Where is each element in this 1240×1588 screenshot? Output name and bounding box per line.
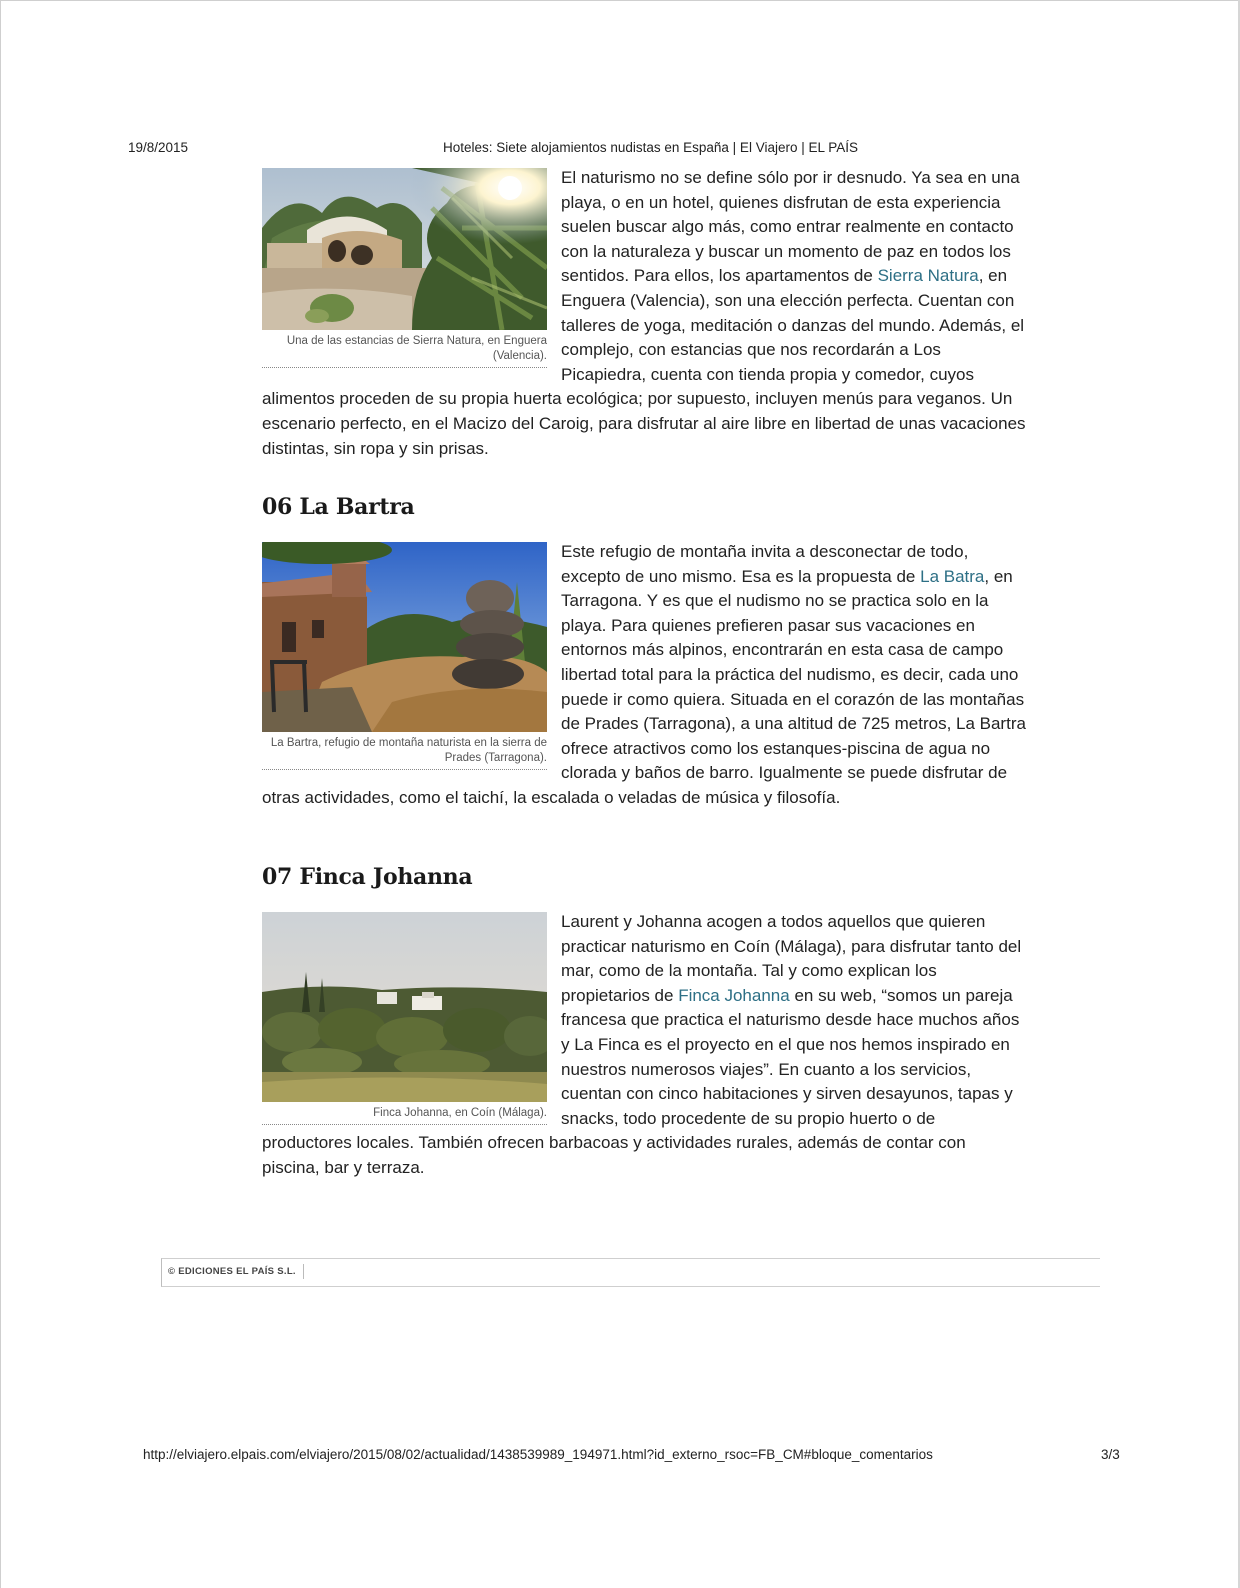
print-page-number: 3/3 [1101,1447,1120,1462]
figure-la-bartra [262,542,547,770]
paragraph-text: Este refugio de montaña invita a desconectar de todo, excepto de uno mismo. Esa es la propuesta de [561,542,969,586]
page-edge-top [0,0,1240,1]
page-edge-left [0,0,1,1588]
figure-finca-johanna [262,912,547,1125]
paragraph-text: Laurent y Johanna acogen a todos aquellos que quieren practicar naturismo en Coín (Málaga), para disfrutar tanto del mar, como de la montaña. Tal y como explican los propietarios de [561,912,1022,1005]
photo-finca-johanna [262,912,547,1102]
link-la-batra[interactable]: La Batra [920,566,985,586]
section-heading: 06 La Bartra [262,494,415,520]
photo-sierra-natura [262,168,547,330]
section-heading: 07 Finca Johanna [262,864,473,890]
article-section-finca-johanna [262,864,1026,1181]
site-footer [161,1258,1100,1287]
link-sierra-natura[interactable]: Sierra Natura [877,266,979,286]
article-section-la-bartra [262,494,1026,811]
photo-caption: Finca Johanna, en Coín (Málaga). [262,1102,547,1125]
paragraph-text: en su web, “somos un pareja francesa que practica el naturismo desde hace muchos años y La Finca es el proyecto en el que nos hemos inspirado en nuestros numerosos viajes”. En cuanto a los servicios, cuentan con cinco habitaciones y sirven desayunos, tapas y snacks, todo procedente de su propio huerto o de productores locales. También ofrecen barbacoas y actividades rurales, además de contar con piscina, bar y terraza. [262,985,1020,1177]
copyright-text: © EDICIONES EL PAÍS S.L. [168,1266,296,1277]
paragraph-text: , en Enguera (Valencia), son una elección perfecta. Cuentan con talleres de yoga, meditación o danzas del mundo. Además, el complejo, con estancias que nos recordarán a Los Picapiedra, cuenta con tienda propia y comedor, cuyos alimentos proceden de su propia huerta ecológica; por supuesto, incluyen menús para veganos. Un escenario perfecto, en el Macizo del Caroig, para disfrutar al aire libre en libertad de unas vacaciones distintas, sin ropa y sin prisas. [262,266,1026,458]
photo-caption: La Bartra, refugio de montaña naturista en la sierra de Prades (Tarragona). [262,732,547,770]
link-finca-johanna[interactable]: Finca Johanna [678,985,790,1005]
print-date: 19/8/2015 [128,140,189,155]
print-url: http://elviajero.elpais.com/elviajero/2015/08/02/actualidad/1438539989_194971.html?id_externo_rsoc=FB_CM#bloque_comentarios [143,1447,933,1462]
paragraph-text: El naturismo no se define sólo por ir desnudo. Ya sea en una playa, o en un hotel, quienes disfrutan de esta experiencia suelen buscar algo más, como entrar realmente en contacto con la naturaleza y buscar un momento de paz en todos los sentidos. Para ellos, los apartamentos de [561,168,1020,286]
figure-sierra-natura [262,168,547,368]
photo-la-bartra [262,542,547,732]
photo-caption: Una de las estancias de Sierra Natura, en Enguera (Valencia). [262,330,547,368]
print-page-title: Hoteles: Siete alojamientos nudistas en España | El Viajero | EL PAÍS [443,140,858,155]
paragraph-text: , en Tarragona. Y es que el nudismo no se practica solo en la playa. Para quienes prefieren pasar sus vacaciones en entornos más alpinos, encontrarán en esta casa de campo libertad total para la práctica del nudismo, es decir, cada uno puede ir como quiera. Situada en el corazón de las montañas de Prades (Tarragona), a una altitud de 725 metros, La Bartra ofrece atractivos como los estanques-piscina de agua no clorada y baños de barro. Igualmente se puede disfrutar de otras actividades, como el taichí, la escalada o veladas de música y filosofía. [262,566,1026,807]
article-section-sierra-natura [262,166,1026,461]
footer-separator [303,1264,304,1279]
